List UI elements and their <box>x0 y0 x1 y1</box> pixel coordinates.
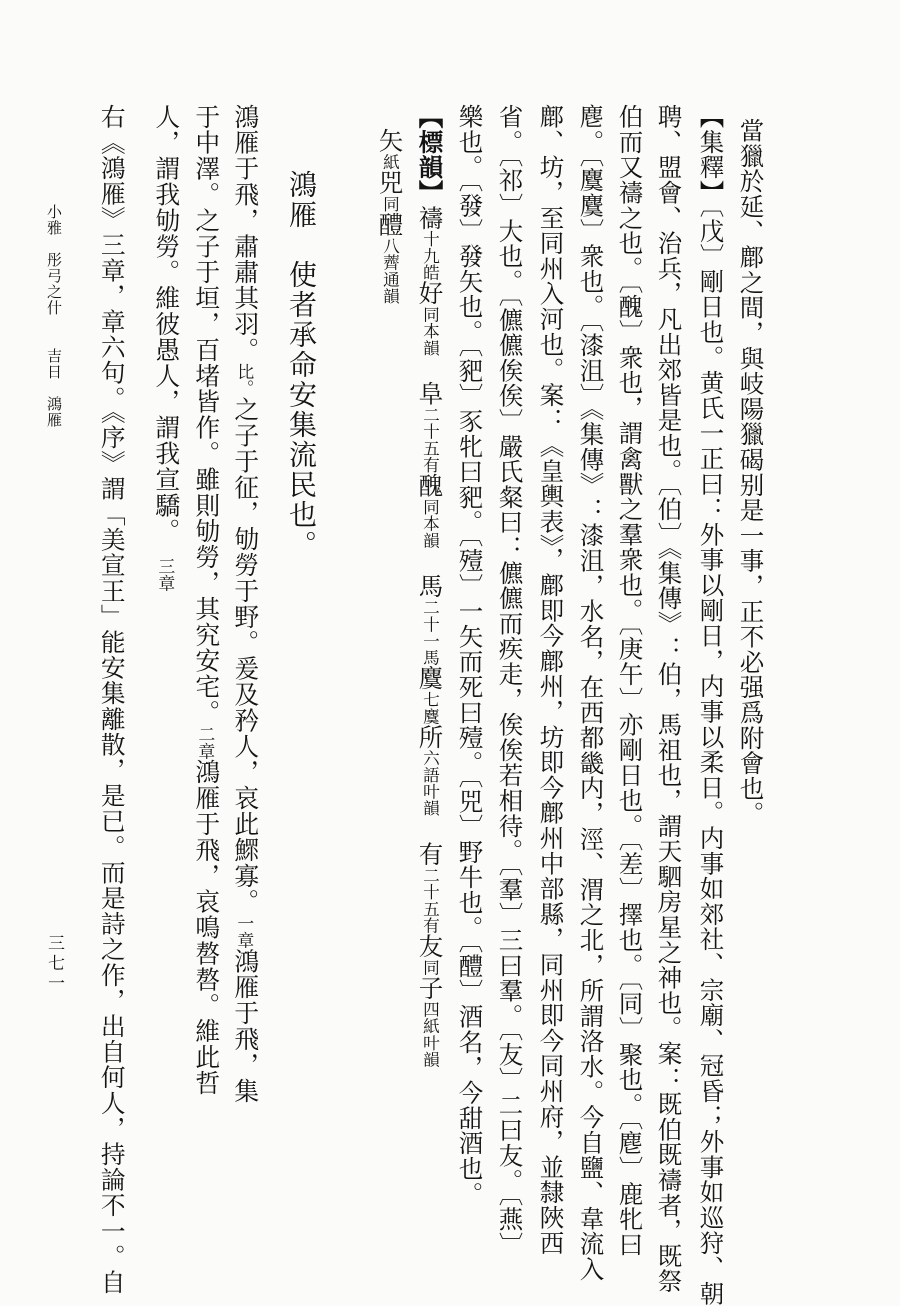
rhyme-line-2: 矢紙兕同醴八薺通韻 <box>375 128 405 304</box>
stanza-label-2: 二章 <box>195 725 216 760</box>
stanza-label-1: 一章 <box>234 914 255 949</box>
rhyme-label: 【標韻】 <box>415 104 445 206</box>
summary-line: 右《鴻雁》三章，章六句。《序》謂「美宣王」能安集離散，是已。而是詩之作，出自何人，持論不一。自 <box>97 104 127 1295</box>
poem-line-1: 鴻雁于飛，肅肅其羽。比。之子于征，劬勞于野。爰及矜人，哀此鰥寡。一章鴻雁于飛，集 <box>230 104 260 1104</box>
poem-line-2: 于中澤。之子于垣，百堵皆作。雖則劬勞，其究安宅。二章鴻雁于飛，哀鳴嗸嗸。維此哲 <box>191 104 221 1097</box>
poem-title: 鴻雁 使者承命安集流民也。 <box>285 170 318 560</box>
commentary-line-4: 伯而又禱之也。〔醜〕衆也，謂禽獸之羣衆也。〔庚午〕亦剛日也。〔差〕擇也。〔同〕聚也。〔麀〕鹿牝曰 <box>615 104 645 1258</box>
commentary-line-1: 當獵於延、鄜之間，與岐陽獵碣别是一事，正不必强爲附會也。 <box>736 118 766 827</box>
commentary-line-7: 省。〔祁〕大也。〔儦儦俟俟〕嚴氏粲曰：儦儦而疾走，俟俟若相待。〔羣〕三曰羣。〔友〕二曰友。〔燕〕 <box>495 104 525 1258</box>
commentary-line-8: 樂也。〔發〕發矢也。〔豝〕豕牝曰豝。〔殪〕一矢而死曰殪。〔兕〕野牛也。〔醴〕酒名，今甜酒也。 <box>455 104 485 1207</box>
rhyme-line-1: 【標韻】禱十九皓好同本韻 阜二十五有醜同本韻 馬二十一馬麌七麌所六語叶韻 有二十五有友同子四紙叶韻 <box>415 104 445 1068</box>
running-head: 小雅 彤弓之什 吉日 鴻雁 <box>45 204 63 428</box>
stanza-note: 比。 <box>234 363 255 397</box>
commentary-line-2: 【集釋】〔戊〕剛日也。黄氏一正曰：外事以剛日，内事以柔日。内事如郊社、宗廟、冠昏；外事如巡狩、朝 <box>696 104 726 1306</box>
commentary-line-6: 鄜、坊，至同州入河也。案：《皇輿表》，鄜即今鄜州，坊即今鄜州中部縣，同州即今同州府，並隸陜西 <box>536 104 566 1256</box>
stanza-label-3: 三章 <box>155 557 176 592</box>
commentary-line-3: 聘、盟會、治兵，凡出郊皆是也。〔伯〕《集傳》：伯，馬祖也，謂天駟房星之神也。案：既伯既禱者，既祭 <box>654 104 684 1294</box>
commentary-line-5: 麀。〔麌麌〕衆也。〔漆沮〕《集傳》：漆沮，水名，在西都畿内，涇、渭之北，所謂洛水。今自鹽、韋流入 <box>576 104 606 1282</box>
poem-line-3: 人，謂我劬勞。維彼愚人，謂我宣驕。 三章 <box>151 104 181 592</box>
page-number: 三七一 <box>44 934 64 994</box>
